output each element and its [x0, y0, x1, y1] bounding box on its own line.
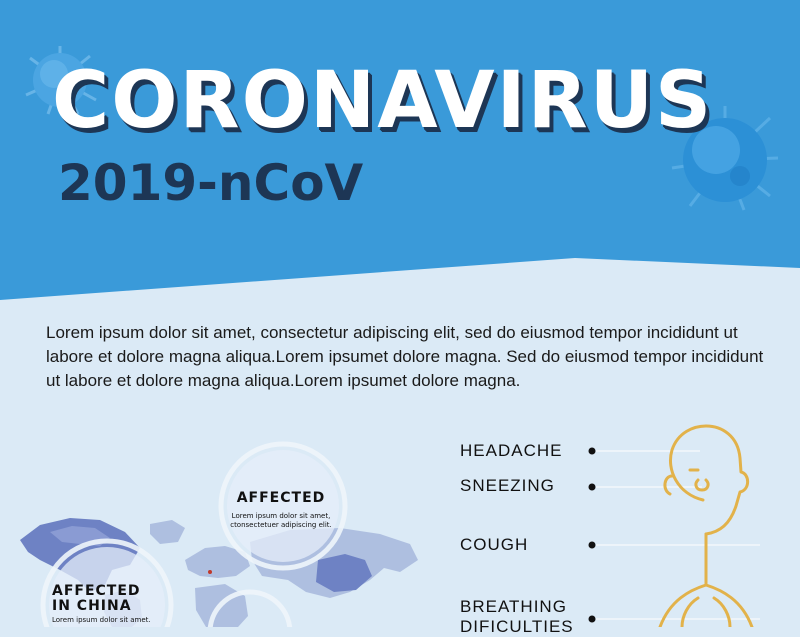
affected-china-bubble [46, 584, 172, 625]
symptom-cough: COUGH [460, 535, 529, 554]
affected-bubble [222, 490, 340, 530]
page-subtitle: 2019-nCoV [58, 154, 364, 212]
connector-dot [589, 616, 596, 623]
intro-paragraph: Lorem ipsum dolor sit amet, consectetur adipiscing elit, sed do eiusmod tempor incididunt ut labore et dolore magna aliqua.Lorem ipsumet dolore magna. Sed do eiusmod tempor incididunt ut labore et dolore magna aliqua.Lorem ipsumet dolore magna. [46, 323, 764, 390]
connector-dot [589, 448, 596, 455]
symptom-sneezing: SNEEZING [460, 476, 555, 495]
affected-china-text: Lorem ipsum dolor sit amet. [52, 616, 151, 624]
symptom-headache: HEADACHE [460, 441, 563, 460]
page-title: CORONAVIRUS [52, 56, 714, 146]
head-outline-icon [660, 426, 752, 627]
symptom-breathing-line2: DIFICULTIES [460, 617, 574, 636]
affected-china-heading-line1: AFFECTED [52, 583, 141, 599]
affected-china-heading-line2: IN CHINA [52, 598, 132, 614]
human-figure [560, 420, 800, 627]
affected-heading: AFFECTED [236, 490, 326, 506]
connector-dot [589, 542, 596, 549]
symptom-breathing-line1: BREATHING [460, 597, 567, 616]
connector-dot [589, 484, 596, 491]
affected-text: Lorem ipsum dolor sit amet, ctonsectetuer adipiscing elit. [230, 512, 332, 529]
